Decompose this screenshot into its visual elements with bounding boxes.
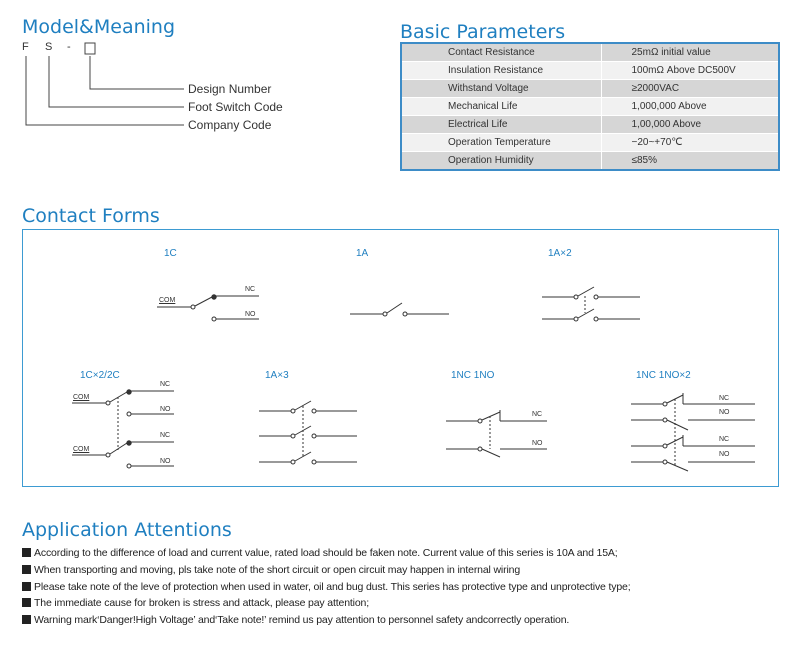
no-label: NO xyxy=(532,440,543,447)
nc-label: NC xyxy=(245,286,256,293)
square-bullet-icon xyxy=(22,582,31,591)
param-name: Operation Humidity xyxy=(401,152,601,171)
application-attentions-title: Application Attentions xyxy=(22,519,232,541)
nc-label: NC xyxy=(719,436,730,443)
param-value: 1,00,000 Above xyxy=(601,116,779,134)
square-bullet-icon xyxy=(22,548,31,557)
list-item: When transporting and moving, pls take note of the short circuit or open circuit may happen in internal wiring xyxy=(22,564,520,576)
model-letter-s: S xyxy=(45,41,53,53)
form-1ax2-diagram xyxy=(542,287,640,321)
nc-label: NC xyxy=(160,381,171,388)
nc-label: NC xyxy=(532,411,543,418)
form-1nc1nox2-diagram xyxy=(631,393,755,471)
form-1cx2-diagram xyxy=(72,390,174,468)
no-label: NO xyxy=(245,311,256,318)
square-bullet-icon xyxy=(22,598,31,607)
param-value: 25mΩ initial value xyxy=(601,43,779,62)
com-label: COM xyxy=(73,446,90,453)
foot-switch-code-label: Foot Switch Code xyxy=(188,100,283,114)
contact-forms-title: Contact Forms xyxy=(22,205,160,227)
form-1c-label: 1C xyxy=(164,248,177,259)
square-bullet-icon xyxy=(22,565,31,574)
nc-label: NC xyxy=(160,432,171,439)
param-name: Contact Resistance xyxy=(401,43,601,62)
model-meaning-title: Model&Meaning xyxy=(22,16,176,38)
no-label: NO xyxy=(719,409,730,416)
list-item: Please take note of the leve of protection when used in water, oil and bug dust. This series has protective type and unprotective type; xyxy=(22,581,631,593)
param-value: 100mΩ Above DC500V xyxy=(601,62,779,80)
param-value: 1,000,000 Above xyxy=(601,98,779,116)
param-name: Electrical Life xyxy=(401,116,601,134)
model-letter-f: F xyxy=(22,41,29,53)
param-name: Operation Temperature xyxy=(401,134,601,152)
design-number-label: Design Number xyxy=(188,82,272,96)
no-label: NO xyxy=(719,451,730,458)
com-label: COM xyxy=(73,394,90,401)
form-1ax3-diagram xyxy=(259,401,357,464)
list-item: The immediate cause for broken is stress and attack, please pay attention; xyxy=(22,597,369,609)
form-1cx2-label: 1C×2/2C xyxy=(80,370,120,381)
param-name: Insulation Resistance xyxy=(401,62,601,80)
no-label: NO xyxy=(160,458,171,465)
com-label: COM xyxy=(159,297,176,304)
company-code-label: Company Code xyxy=(188,118,272,132)
param-value: −20~+70℃ xyxy=(601,134,779,152)
form-1a-label: 1A xyxy=(356,248,369,259)
form-1nc1no-label: 1NC 1NO xyxy=(451,370,495,381)
square-bullet-icon xyxy=(22,615,31,624)
basic-parameters-title: Basic Parameters xyxy=(400,21,566,43)
param-value: ≤85% xyxy=(601,152,779,171)
param-name: Mechanical Life xyxy=(401,98,601,116)
form-1nc1nox2-label: 1NC 1NO×2 xyxy=(636,370,691,381)
form-1ax2-label: 1A×2 xyxy=(548,248,572,259)
model-dash: - xyxy=(67,41,71,53)
form-1a-diagram xyxy=(350,303,449,316)
list-item: Warning mark‘Danger!High Voltage’ and‘Take note!’ remind us pay attention to personnel safety andcorrectly operation. xyxy=(22,614,569,626)
list-item: According to the difference of load and current value, rated load should be faken note. Current value of this series is 10A and 15A; xyxy=(22,547,618,559)
nc-label: NC xyxy=(719,395,730,402)
param-value: ≥2000VAC xyxy=(601,80,779,98)
param-name: Withstand Voltage xyxy=(401,80,601,98)
form-1ax3-label: 1A×3 xyxy=(265,370,289,381)
no-label: NO xyxy=(160,406,171,413)
